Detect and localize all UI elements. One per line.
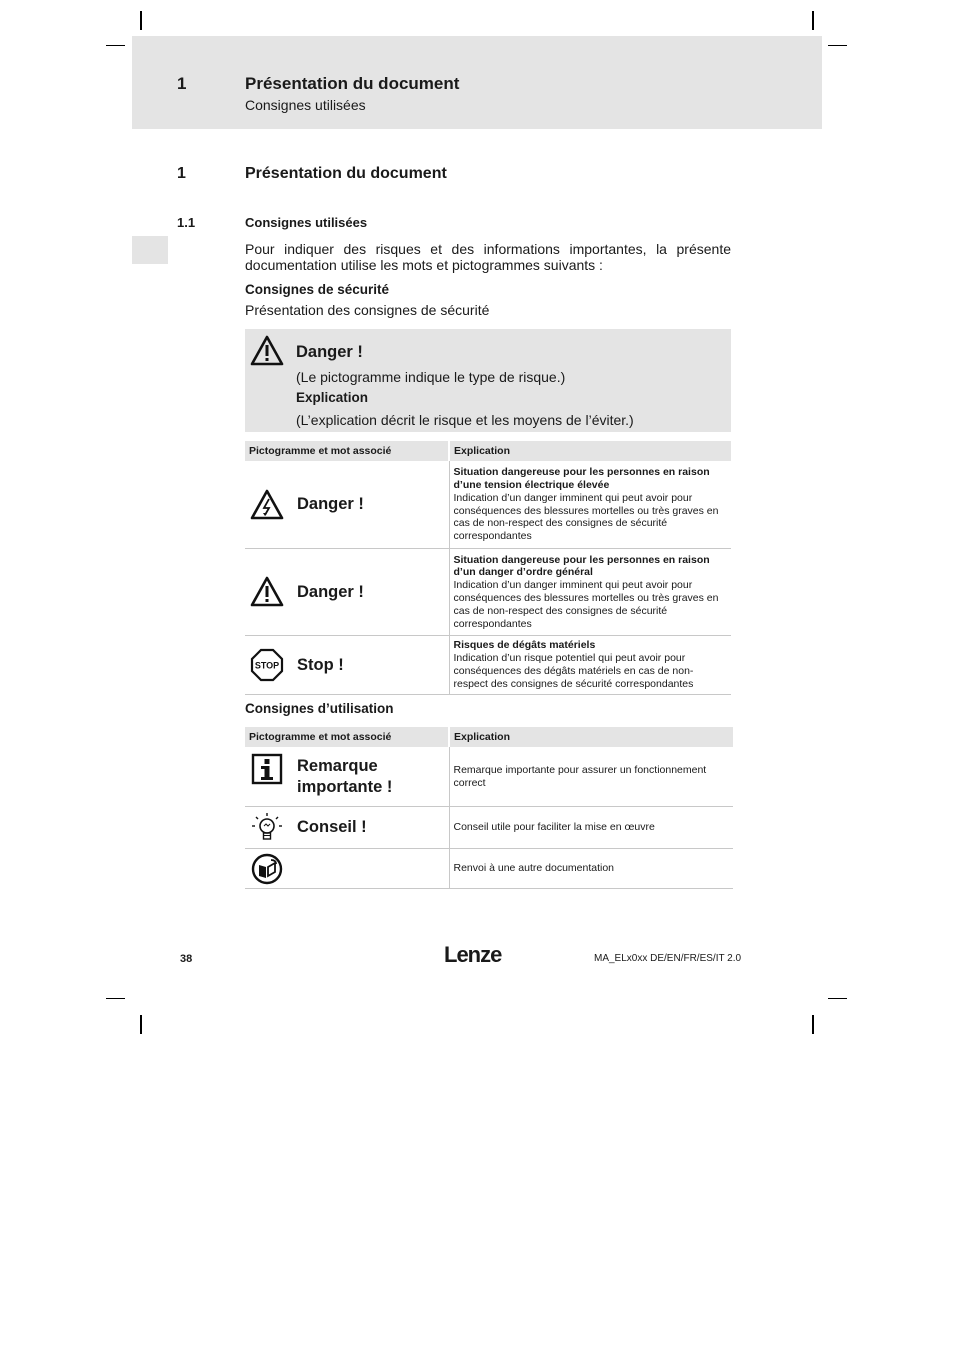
row-text: Indication d’un danger imminent qui peut avoir pour conséquences des blessures mortelles ou très graves en cas de non-respect des consignes de sécurité correspondantes <box>453 579 719 630</box>
usage-table <box>245 727 733 889</box>
row-text: Indication d’un danger imminent qui peut avoir pour conséquences des blessures mortelles ou très graves en cas de non-respect des consignes de sécurité correspondantes <box>453 491 719 543</box>
row-text: Conseil utile pour faciliter la mise en œuvre <box>449 807 733 849</box>
book-reference-icon <box>250 852 284 886</box>
table-row <box>245 636 731 695</box>
row-text: Indication d’un risque potentiel qui peut avoir pour conséquences des dégâts matériels en cas de non-respect des consignes de sécurité correspondantes <box>453 652 694 690</box>
info-icon <box>250 752 284 786</box>
crop-mark <box>140 1015 142 1034</box>
table-header-explanation: Explication <box>449 441 731 461</box>
box-picto-note: (Le pictogramme indique le type de risque.) <box>296 369 566 385</box>
page-header <box>132 36 822 129</box>
intro-paragraph: Pour indiquer des risques et des informations importantes, la présente documentation utilise les mots et pictogrammes suivants : <box>245 241 731 273</box>
table-header-pictogram: Pictogramme et mot associé <box>245 727 449 747</box>
signal-word: Danger ! <box>297 582 364 601</box>
signal-word: Danger ! <box>297 495 364 513</box>
safety-notice-example <box>245 329 731 432</box>
table-row <box>245 549 731 636</box>
stop-icon <box>250 648 284 682</box>
crop-mark <box>140 11 142 30</box>
crop-mark <box>106 998 125 999</box>
safety-table <box>245 441 731 695</box>
document-reference: MA_ELx0xx DE/EN/FR/ES/IT 2.0 <box>594 953 742 964</box>
box-signal-word: Danger ! <box>296 343 363 361</box>
page-number: 38 <box>180 953 193 965</box>
table-header-explanation: Explication <box>449 727 733 747</box>
row-title: Situation dangereuse pour les personnes en raison d’un danger d’ordre général <box>453 553 710 579</box>
header-chapter-title: Présentation du document <box>245 74 460 93</box>
svg-text:STOP: STOP <box>254 660 280 671</box>
table-row <box>245 461 731 549</box>
row-text: Renvoi à une autre documentation <box>449 849 733 889</box>
table-row <box>245 747 733 807</box>
lenze-logo: Lenze <box>444 942 502 967</box>
table-row <box>245 849 733 889</box>
signal-word: Conseil ! <box>297 818 367 836</box>
table-header-pictogram: Pictogramme et mot associé <box>245 441 449 461</box>
box-explanation-text: (L’explication décrit le risque et les moyens de l’éviter.) <box>296 412 634 428</box>
section-title: Présentation du document <box>245 165 447 182</box>
row-title: Risques de dégâts matériels <box>453 639 596 652</box>
usage-heading: Consignes d’utilisation <box>245 701 394 716</box>
signal-word-line2: importante ! <box>297 777 393 796</box>
row-title: Situation dangereuse pour les personnes en raison d’une tension électrique élevée <box>453 466 710 491</box>
crop-mark <box>828 998 847 999</box>
electrical-hazard-icon <box>250 488 284 522</box>
header-subtitle: Consignes utilisées <box>245 97 366 113</box>
side-tab <box>132 236 168 264</box>
table-row <box>245 807 733 849</box>
general-hazard-icon <box>250 575 284 609</box>
section-number: 1 <box>177 165 186 182</box>
signal-word-line1: Remarque <box>297 756 378 775</box>
safety-heading: Consignes de sécurité <box>245 282 390 297</box>
header-chapter-number: 1 <box>177 74 187 93</box>
box-explanation-label: Explication <box>296 390 369 405</box>
crop-mark <box>812 11 814 30</box>
general-hazard-icon <box>250 335 284 367</box>
subsection-title: Consignes utilisées <box>245 215 368 230</box>
signal-word: Stop ! <box>297 655 344 674</box>
crop-mark <box>828 45 847 46</box>
row-text: Remarque importante pour assurer un fonctionnement correct <box>449 747 733 807</box>
crop-mark <box>812 1015 814 1034</box>
crop-mark <box>106 45 125 46</box>
subsection-number: 1.1 <box>177 215 196 230</box>
lightbulb-icon <box>250 811 284 845</box>
safety-subheading: Présentation des consignes de sécurité <box>245 302 490 318</box>
